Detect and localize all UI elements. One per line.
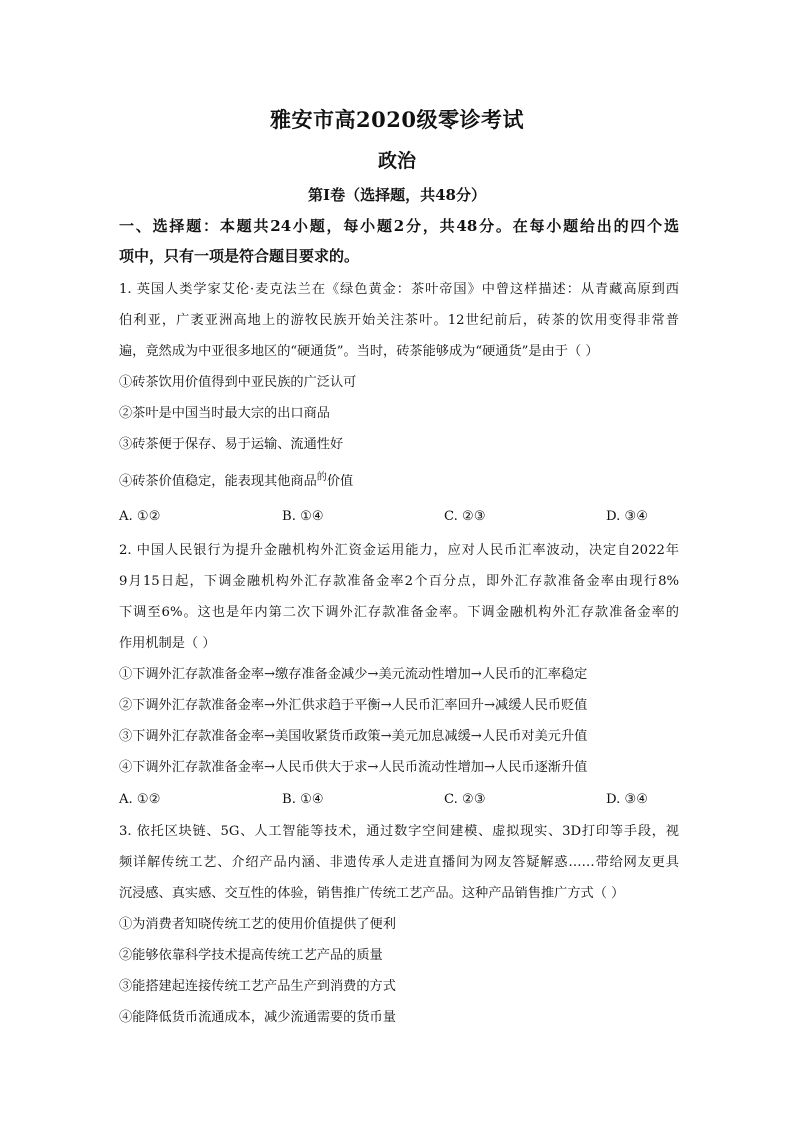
q2-stem-line-4: 作用机制是（ ）	[119, 636, 216, 651]
q1-choice-a: A. ①②	[119, 509, 161, 524]
q1-stem-line-1: 1. 英国人类学家艾伦·麦克法兰在《绿色黄金：茶叶帝国》中曾这样描述：从青藏高原到西	[119, 282, 679, 297]
q2-statement-2: ②下调外汇存款准备金率→外汇供求趋于平衡→人民币汇率回升→减缓人民币贬值	[119, 698, 588, 713]
q2-statement-3: ③下调外汇存款准备金率→美国收紧货币政策→美元加息减缓→人民币对美元升值	[119, 729, 588, 744]
q3-stem-line-3: 沉浸感、真实感、交互性的体验，销售推广传统工艺产品。这种产品销售推广方式（ ）	[119, 886, 625, 901]
q2-statement-1: ①下调外汇存款准备金率→缴存准备金减少→美元流动性增加→人民币的汇率稳定	[119, 667, 588, 682]
q2-stem-line-2: 9月15日起，下调金融机构外汇存款准备金率2个百分点，即外汇存款准备金率由现行8%	[119, 574, 679, 589]
section-heading-line-2: 项中，只有一项是符合题目要求的。	[119, 247, 360, 265]
q1-statement-4-text-a: ④砖茶价值稳定，能表现其他商品	[119, 474, 317, 489]
q1-choice-c: C. ②③	[444, 509, 486, 524]
q1-statement-1: ①砖茶饮用价值得到中亚民族的广泛认可	[119, 375, 357, 390]
q1-choice-b: B. ①④	[282, 509, 324, 524]
q1-statement-4-text-b: 价值	[326, 474, 354, 489]
q3-stem-line-2: 频详解传统工艺、介绍产品内涵、非遗传承人走进直播间为网友答疑解惑……带给网友更具	[119, 855, 679, 870]
q2-stem-line-1: 2. 中国人民银行为提升金融机构外汇资金运用能力，应对人民币汇率波动，决定自2022年	[119, 543, 679, 558]
q2-choice-a: A. ①②	[119, 792, 161, 807]
q3-statement-2: ②能够依靠科学技术提高传统工艺产品的质量	[119, 948, 383, 963]
exam-title: 雅安市高2020级零诊考试	[270, 107, 524, 132]
q2-choice-d: D. ③④	[606, 792, 649, 807]
q1-statement-2: ②茶叶是中国当时最大宗的出口商品	[119, 406, 330, 421]
q2-stem-line-3: 下调至6%。这也是年内第二次下调外汇存款准备金率。下调金融机构外汇存款准备金率的	[119, 605, 679, 620]
q2-choice-b: B. ①④	[282, 792, 324, 807]
q3-statement-3: ③能搭建起连接传统工艺产品生产到消费的方式	[119, 979, 396, 994]
q1-statement-3: ③砖茶便于保存、易于运输、流通性好	[119, 437, 344, 452]
q1-statement-4-sup: 的	[316, 472, 327, 483]
q3-statement-4: ④能降低货币流通成本，减少流通需要的货币量	[119, 1010, 396, 1025]
q1-statement-4	[119, 470, 679, 494]
q2-choice-c: C. ②③	[444, 792, 486, 807]
q1-stem-line-2: 伯利亚，广袤亚洲高地上的游牧民族开始关注茶叶。12世纪前后，砖茶的饮用变得非常普	[119, 313, 679, 328]
q1-choice-d: D. ③④	[606, 509, 649, 524]
q3-stem-line-1: 3. 依托区块链、5G、人工智能等技术，通过数字空间建模、虚拟现实、3D打印等手段，视	[119, 824, 679, 839]
q1-stem-line-3: 遍，竟然成为中亚很多地区的“硬通货”。当时，砖茶能够成为“硬通货”是由于（ ）	[119, 344, 599, 359]
volume-heading: 第Ⅰ卷（选择题，共48分）	[308, 186, 486, 204]
section-heading-line-1: 一、选择题：本题共24小题，每小题2分，共48分。在每小题给出的四个选	[119, 217, 679, 235]
subject-title: 政治	[377, 150, 416, 172]
q3-statement-1: ①为消费者知晓传统工艺的使用价值提供了便利	[119, 917, 396, 932]
q2-statement-4: ④下调外汇存款准备金率→人民币供大于求→人民币流动性增加→人民币逐渐升值	[119, 760, 588, 775]
